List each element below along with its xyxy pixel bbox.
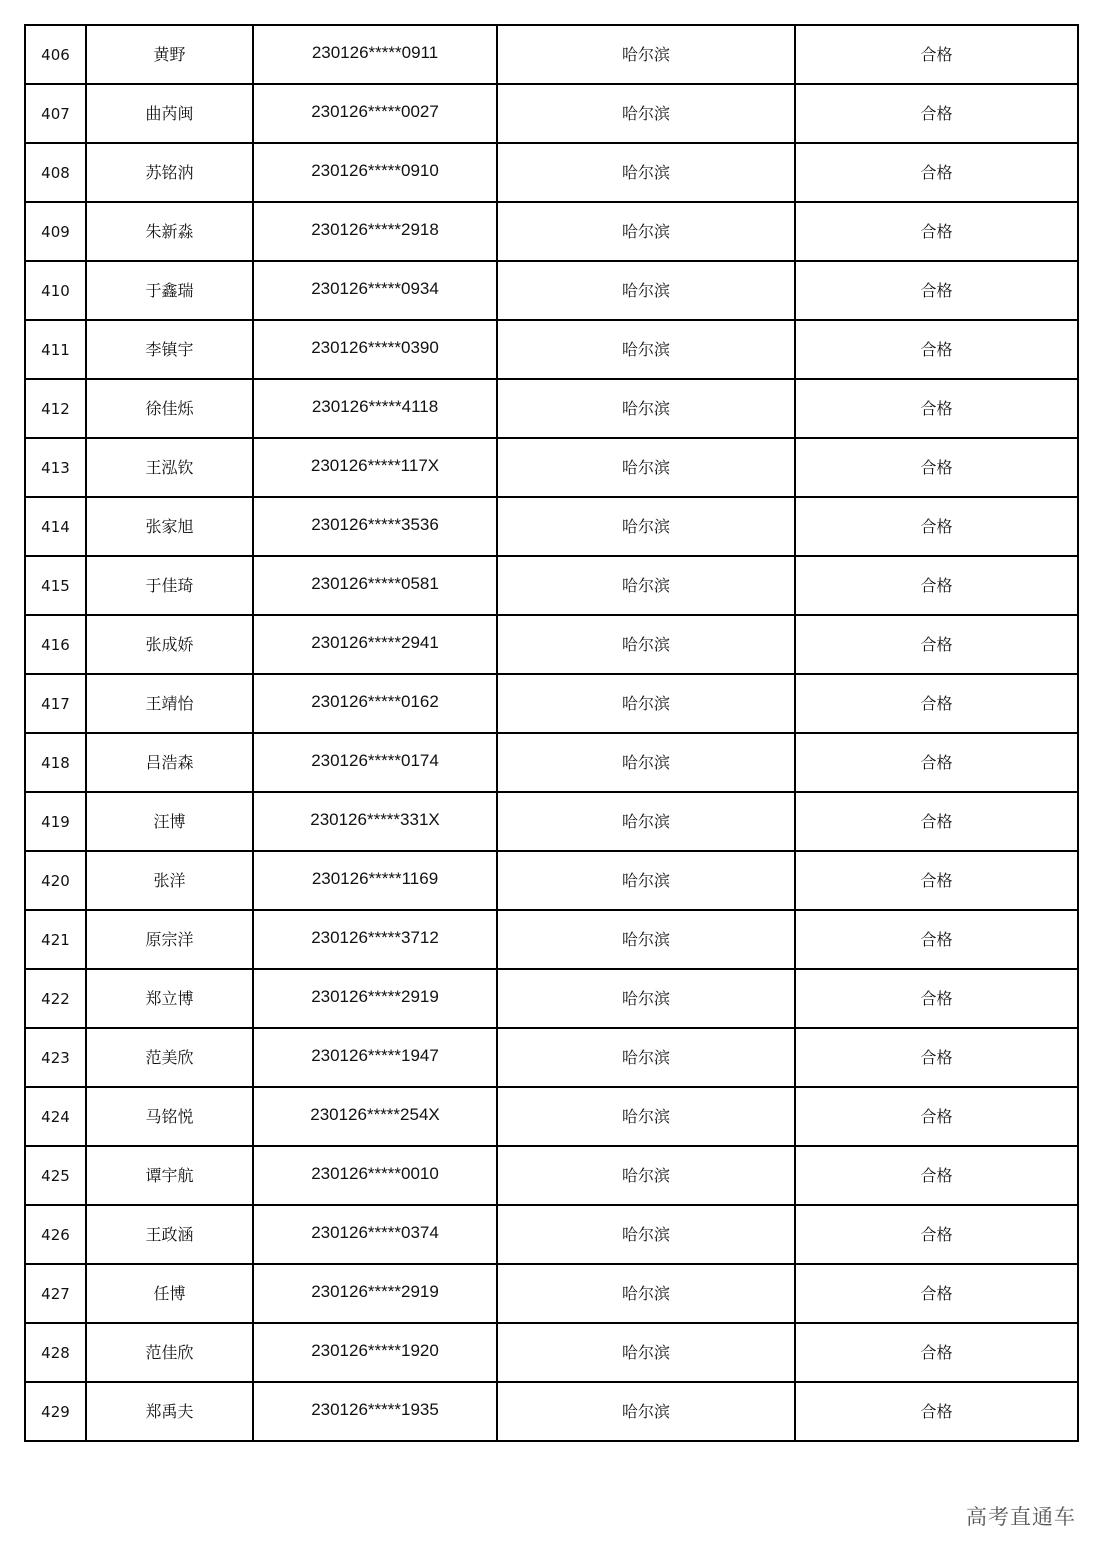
- cell-name: 苏铭汭: [86, 143, 253, 202]
- table-row: [25, 615, 1078, 674]
- table-row: [25, 320, 1078, 379]
- cell-result: 合格: [795, 379, 1078, 438]
- table-row: [25, 910, 1078, 969]
- cell-city: 哈尔滨: [497, 438, 795, 497]
- cell-serial-number: 410: [25, 261, 86, 320]
- cell-result: 合格: [795, 1323, 1078, 1382]
- cell-serial-number: 423: [25, 1028, 86, 1087]
- cell-city: 哈尔滨: [497, 1028, 795, 1087]
- cell-city: 哈尔滨: [497, 615, 795, 674]
- results-table-container: [24, 24, 1077, 1442]
- cell-serial-number: 422: [25, 969, 86, 1028]
- cell-result: 合格: [795, 969, 1078, 1028]
- cell-id-number: 230126*****0910: [253, 143, 497, 202]
- table-row: [25, 1323, 1078, 1382]
- cell-result: 合格: [795, 733, 1078, 792]
- cell-id-number: 230126*****1920: [253, 1323, 497, 1382]
- cell-name: 谭宇航: [86, 1146, 253, 1205]
- table-row: [25, 1028, 1078, 1087]
- cell-name: 于佳琦: [86, 556, 253, 615]
- cell-result: 合格: [795, 910, 1078, 969]
- table-row: [25, 1382, 1078, 1441]
- cell-city: 哈尔滨: [497, 1323, 795, 1382]
- cell-serial-number: 417: [25, 674, 86, 733]
- cell-id-number: 230126*****2919: [253, 969, 497, 1028]
- table-row: [25, 792, 1078, 851]
- cell-id-number: 230126*****3712: [253, 910, 497, 969]
- table-row: [25, 1205, 1078, 1264]
- cell-city: 哈尔滨: [497, 1264, 795, 1323]
- table-row: [25, 1146, 1078, 1205]
- cell-serial-number: 427: [25, 1264, 86, 1323]
- cell-city: 哈尔滨: [497, 202, 795, 261]
- cell-city: 哈尔滨: [497, 1382, 795, 1441]
- table-row: [25, 202, 1078, 261]
- cell-serial-number: 416: [25, 615, 86, 674]
- cell-result: 合格: [795, 792, 1078, 851]
- cell-serial-number: 428: [25, 1323, 86, 1382]
- cell-city: 哈尔滨: [497, 143, 795, 202]
- cell-city: 哈尔滨: [497, 674, 795, 733]
- cell-id-number: 230126*****1169: [253, 851, 497, 910]
- cell-result: 合格: [795, 674, 1078, 733]
- table-row: [25, 556, 1078, 615]
- table-row: [25, 261, 1078, 320]
- cell-result: 合格: [795, 556, 1078, 615]
- cell-serial-number: 424: [25, 1087, 86, 1146]
- cell-result: 合格: [795, 1382, 1078, 1441]
- cell-name: 朱新淼: [86, 202, 253, 261]
- cell-serial-number: 420: [25, 851, 86, 910]
- table-row: [25, 497, 1078, 556]
- table-row: [25, 25, 1078, 84]
- cell-name: 范美欣: [86, 1028, 253, 1087]
- cell-result: 合格: [795, 438, 1078, 497]
- cell-result: 合格: [795, 84, 1078, 143]
- table-row: [25, 143, 1078, 202]
- cell-id-number: 230126*****0390: [253, 320, 497, 379]
- cell-name: 徐佳烁: [86, 379, 253, 438]
- table-row: [25, 438, 1078, 497]
- cell-id-number: 230126*****0374: [253, 1205, 497, 1264]
- cell-city: 哈尔滨: [497, 320, 795, 379]
- cell-city: 哈尔滨: [497, 792, 795, 851]
- results-table: [24, 24, 1079, 1442]
- cell-id-number: 230126*****0010: [253, 1146, 497, 1205]
- cell-name: 王政涵: [86, 1205, 253, 1264]
- cell-serial-number: 407: [25, 84, 86, 143]
- cell-serial-number: 413: [25, 438, 86, 497]
- cell-name: 郑立博: [86, 969, 253, 1028]
- cell-id-number: 230126*****0934: [253, 261, 497, 320]
- cell-serial-number: 421: [25, 910, 86, 969]
- cell-result: 合格: [795, 202, 1078, 261]
- cell-id-number: 230126*****2941: [253, 615, 497, 674]
- cell-id-number: 230126*****0162: [253, 674, 497, 733]
- cell-city: 哈尔滨: [497, 851, 795, 910]
- cell-id-number: 230126*****117X: [253, 438, 497, 497]
- cell-result: 合格: [795, 25, 1078, 84]
- cell-id-number: 230126*****0581: [253, 556, 497, 615]
- cell-name: 任博: [86, 1264, 253, 1323]
- cell-result: 合格: [795, 320, 1078, 379]
- cell-result: 合格: [795, 1205, 1078, 1264]
- cell-city: 哈尔滨: [497, 84, 795, 143]
- cell-id-number: 230126*****3536: [253, 497, 497, 556]
- table-row: [25, 674, 1078, 733]
- table-row: [25, 84, 1078, 143]
- cell-serial-number: 409: [25, 202, 86, 261]
- table-row: [25, 379, 1078, 438]
- cell-name: 黄野: [86, 25, 253, 84]
- cell-result: 合格: [795, 261, 1078, 320]
- cell-name: 汪博: [86, 792, 253, 851]
- cell-result: 合格: [795, 851, 1078, 910]
- cell-serial-number: 411: [25, 320, 86, 379]
- cell-city: 哈尔滨: [497, 1205, 795, 1264]
- table-row: [25, 1264, 1078, 1323]
- cell-id-number: 230126*****2918: [253, 202, 497, 261]
- cell-city: 哈尔滨: [497, 910, 795, 969]
- cell-result: 合格: [795, 143, 1078, 202]
- cell-city: 哈尔滨: [497, 969, 795, 1028]
- cell-serial-number: 415: [25, 556, 86, 615]
- table-row: [25, 851, 1078, 910]
- cell-name: 张洋: [86, 851, 253, 910]
- table-row: [25, 969, 1078, 1028]
- cell-serial-number: 426: [25, 1205, 86, 1264]
- cell-result: 合格: [795, 1264, 1078, 1323]
- cell-id-number: 230126*****0911: [253, 25, 497, 84]
- cell-name: 郑禹夫: [86, 1382, 253, 1441]
- cell-result: 合格: [795, 1087, 1078, 1146]
- cell-name: 马铭悦: [86, 1087, 253, 1146]
- cell-serial-number: 408: [25, 143, 86, 202]
- cell-serial-number: 412: [25, 379, 86, 438]
- cell-result: 合格: [795, 615, 1078, 674]
- cell-name: 张家旭: [86, 497, 253, 556]
- cell-name: 李镇宇: [86, 320, 253, 379]
- results-table-body: [25, 25, 1078, 1441]
- cell-serial-number: 414: [25, 497, 86, 556]
- cell-id-number: 230126*****254X: [253, 1087, 497, 1146]
- cell-name: 王靖怡: [86, 674, 253, 733]
- cell-city: 哈尔滨: [497, 379, 795, 438]
- cell-city: 哈尔滨: [497, 25, 795, 84]
- cell-name: 王泓钦: [86, 438, 253, 497]
- cell-city: 哈尔滨: [497, 1087, 795, 1146]
- cell-result: 合格: [795, 1028, 1078, 1087]
- cell-serial-number: 429: [25, 1382, 86, 1441]
- cell-name: 原宗洋: [86, 910, 253, 969]
- cell-result: 合格: [795, 497, 1078, 556]
- cell-serial-number: 425: [25, 1146, 86, 1205]
- cell-result: 合格: [795, 1146, 1078, 1205]
- cell-city: 哈尔滨: [497, 733, 795, 792]
- cell-id-number: 230126*****331X: [253, 792, 497, 851]
- watermark-text: 高考直通车: [964, 1501, 1078, 1531]
- cell-id-number: 230126*****0027: [253, 84, 497, 143]
- table-row: [25, 1087, 1078, 1146]
- cell-city: 哈尔滨: [497, 261, 795, 320]
- cell-serial-number: 406: [25, 25, 86, 84]
- cell-city: 哈尔滨: [497, 556, 795, 615]
- cell-name: 曲芮闽: [86, 84, 253, 143]
- cell-name: 吕浩森: [86, 733, 253, 792]
- cell-name: 于鑫瑞: [86, 261, 253, 320]
- cell-name: 范佳欣: [86, 1323, 253, 1382]
- cell-city: 哈尔滨: [497, 497, 795, 556]
- cell-serial-number: 419: [25, 792, 86, 851]
- cell-id-number: 230126*****0174: [253, 733, 497, 792]
- cell-id-number: 230126*****1935: [253, 1382, 497, 1441]
- cell-name: 张成娇: [86, 615, 253, 674]
- cell-id-number: 230126*****1947: [253, 1028, 497, 1087]
- cell-city: 哈尔滨: [497, 1146, 795, 1205]
- cell-serial-number: 418: [25, 733, 86, 792]
- cell-id-number: 230126*****4118: [253, 379, 497, 438]
- table-row: [25, 733, 1078, 792]
- cell-id-number: 230126*****2919: [253, 1264, 497, 1323]
